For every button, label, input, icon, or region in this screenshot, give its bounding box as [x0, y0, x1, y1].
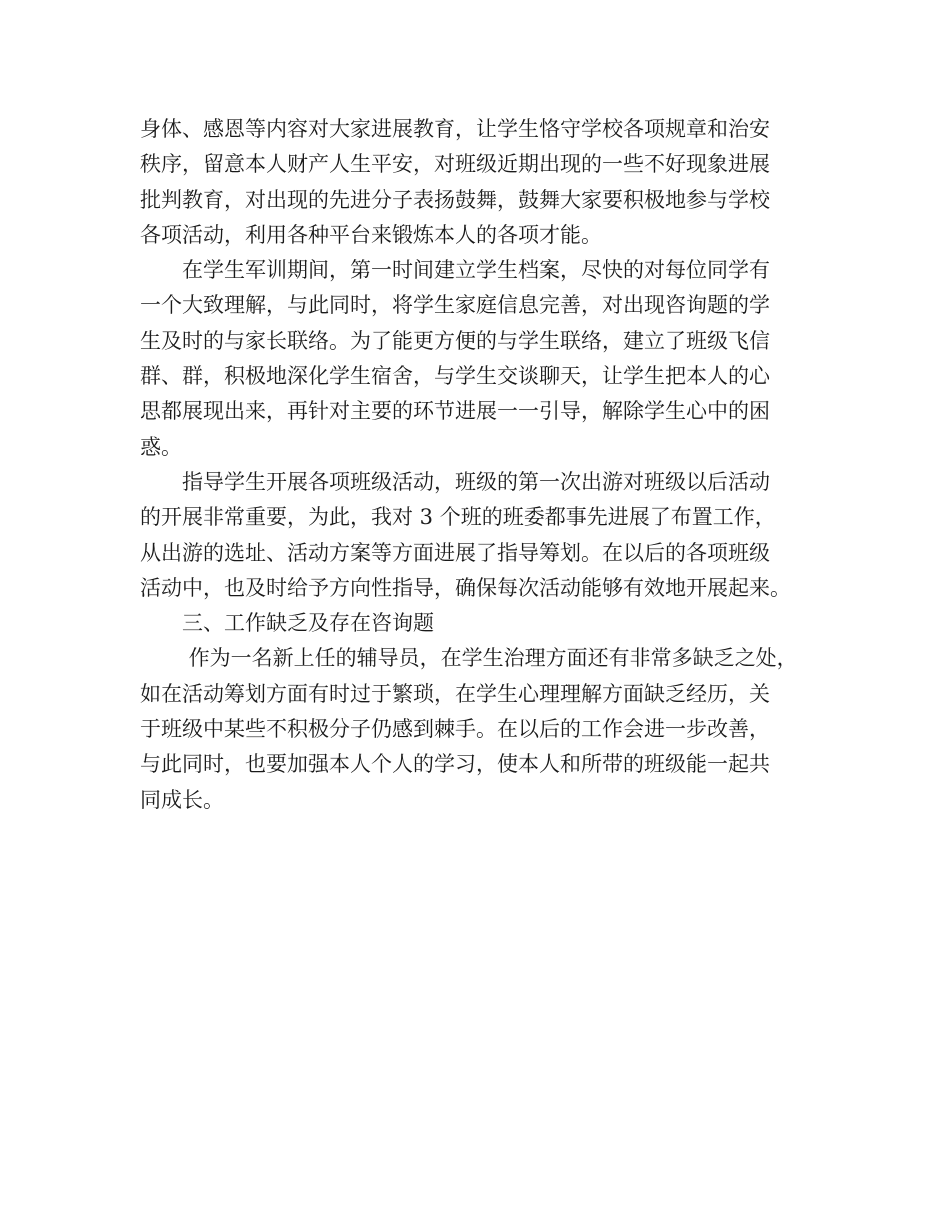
text-line: 生及时的与家长联络。为了能更方便的与学生联络，建立了班级飞信: [140, 328, 770, 353]
text-line: 惑。: [140, 434, 182, 459]
section-heading: 三、工作缺乏及存在咨询题: [140, 611, 434, 636]
text-line: 思都展现出来，再针对主要的环节进展一一引导，解除学生心中的困: [140, 399, 770, 424]
text-line: 各项活动，利用各种平台来锻炼本人的各项才能。: [140, 222, 602, 247]
text-line: 同成长。: [140, 787, 224, 812]
text-line: 作为一名新上任的辅导员，在学生治理方面还有非常多缺乏之处，: [140, 646, 798, 671]
text-line: 从出游的选址、活动方案等方面进展了指导筹划。在以后的各项班级: [140, 540, 770, 565]
text-line: 身体、感恩等内容对大家进展教育，让学生恪守学校各项规章和治安: [140, 117, 770, 141]
body-text: [140, 112, 840, 818]
text-line: 批判教育，对出现的先进分子表扬鼓舞，鼓舞大家要积极地参与学校: [140, 187, 770, 212]
text-line: 与此同时，也要加强本人个人的学习，使本人和所带的班级能一起共: [140, 752, 770, 777]
text-line: 如在活动筹划方面有时过于繁琐，在学生心理理解方面缺乏经历，关: [140, 681, 770, 706]
text-line: 在学生军训期间，第一时间建立学生档案，尽快的对每位同学有: [140, 258, 770, 283]
text-line: 于班级中某些不积极分子仍感到棘手。在以后的工作会进一步改善，: [140, 717, 770, 742]
text-line: 秩序，留意本人财产人生平安，对班级近期出现的一些不好现象进展: [140, 152, 770, 177]
text-line: 活动中，也及时给予方向性指导，确保每次活动能够有效地开展起来。: [140, 575, 791, 600]
text-line: 群、群，积极地深化学生宿舍，与学生交谈聊天，让学生把本人的心: [140, 364, 770, 389]
text-line: 一个大致理解，与此同时，将学生家庭信息完善，对出现咨询题的学: [140, 293, 770, 318]
text-line: 的开展非常重要，为此，我对 3 个班的班委都事先进展了布置工作，: [140, 505, 776, 530]
text-line: 指导学生开展各项班级活动，班级的第一次出游对班级以后活动: [140, 469, 770, 494]
